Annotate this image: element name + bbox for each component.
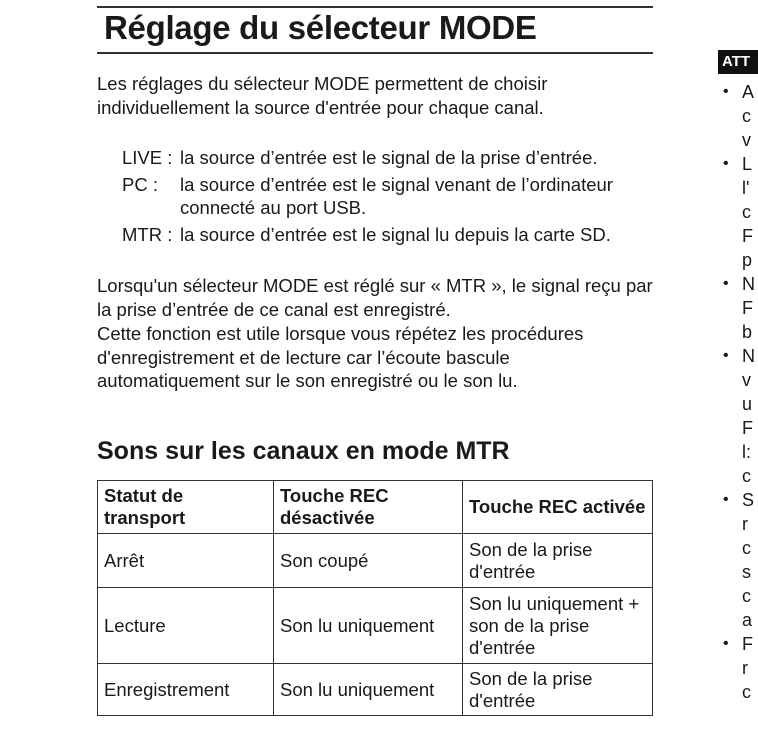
bullet-icon: • [723, 347, 729, 364]
sidebar-bullet-text: N F b [742, 274, 755, 342]
mode-desc: la source d’entrée est le signal venant de l’ordinateur connecté au port USB. [180, 173, 613, 218]
table-cell: Son de la prise d'entrée [463, 664, 653, 716]
page-title: Réglage du sélecteur MODE [104, 9, 537, 46]
section-subtitle: Sons sur les canaux en mode MTR [97, 437, 510, 465]
table-row [98, 534, 653, 588]
bullet-icon: • [723, 635, 729, 652]
mode-key: LIVE : [122, 147, 173, 168]
table-cell: Son lu uniquement + son de la prise d'entrée [463, 588, 653, 664]
mode-desc: la source d’entrée est le signal de la prise d’entrée. [180, 147, 598, 168]
bullet-icon: • [723, 155, 729, 172]
sidebar-bullet-text: S r c s c a [742, 490, 755, 630]
bullet-icon: • [723, 275, 729, 292]
table-cell: Enregistrement [98, 664, 274, 716]
sidebar-bullet-text: N v u F l: c [742, 346, 755, 486]
heading-bottom-rule [97, 52, 653, 54]
list-item [718, 272, 758, 344]
mode-key: PC : [122, 173, 158, 195]
sidebar-attention [718, 50, 758, 704]
attention-badge: ATT [718, 50, 758, 74]
table-cell: Arrêt [98, 534, 274, 588]
mode-item-live [122, 146, 662, 170]
list-item [718, 344, 758, 488]
bullet-icon: • [723, 491, 729, 508]
mode-desc: la source d’entrée est le signal lu depuis la carte SD. [180, 223, 611, 245]
list-item [718, 632, 758, 704]
table-cell: Son coupé [274, 534, 463, 588]
intro-paragraph: Les réglages du sélecteur MODE permettent de choisir individuellement la source d'entrée pour chaque canal. [97, 73, 548, 118]
table-row [98, 588, 653, 664]
column-header: Touche REC activée [463, 481, 653, 534]
mode-key: MTR : [122, 223, 173, 245]
sidebar-bullet-list [718, 80, 758, 704]
table-cell: Son de la prise d'entrée [463, 534, 653, 588]
table-header-row [98, 481, 653, 534]
list-item [718, 80, 758, 152]
sidebar-bullet-text: A c v [742, 82, 755, 150]
table-row [98, 664, 653, 716]
mode-item-mtr [122, 223, 662, 247]
table-cell: Son lu uniquement [274, 664, 463, 716]
table-cell: Lecture [98, 588, 274, 664]
mtr-sound-table [97, 480, 653, 716]
list-item [718, 152, 758, 272]
mode-list [122, 146, 662, 249]
usage-paragraph: Cette fonction est utile lorsque vous répétez les procédures d'enregistrement et de lecture car l’écoute bascule automatiquement sur le son enregistré ou le son lu. [97, 323, 584, 391]
list-item [718, 488, 758, 632]
mode-item-pc [122, 173, 662, 220]
mtr-paragraph: Lorsqu'un sélecteur MODE est réglé sur « MTR », le signal reçu par la prise d’entrée de ce canal est enregistré. [97, 275, 653, 320]
bullet-icon: • [723, 83, 729, 100]
sidebar-bullet-text: F r c [742, 634, 753, 702]
column-header: Statut de transport [98, 481, 274, 534]
table-cell: Son lu uniquement [274, 588, 463, 664]
sidebar-bullet-text: L l' c F p [742, 154, 753, 270]
column-header: Touche REC désactivée [274, 481, 463, 534]
